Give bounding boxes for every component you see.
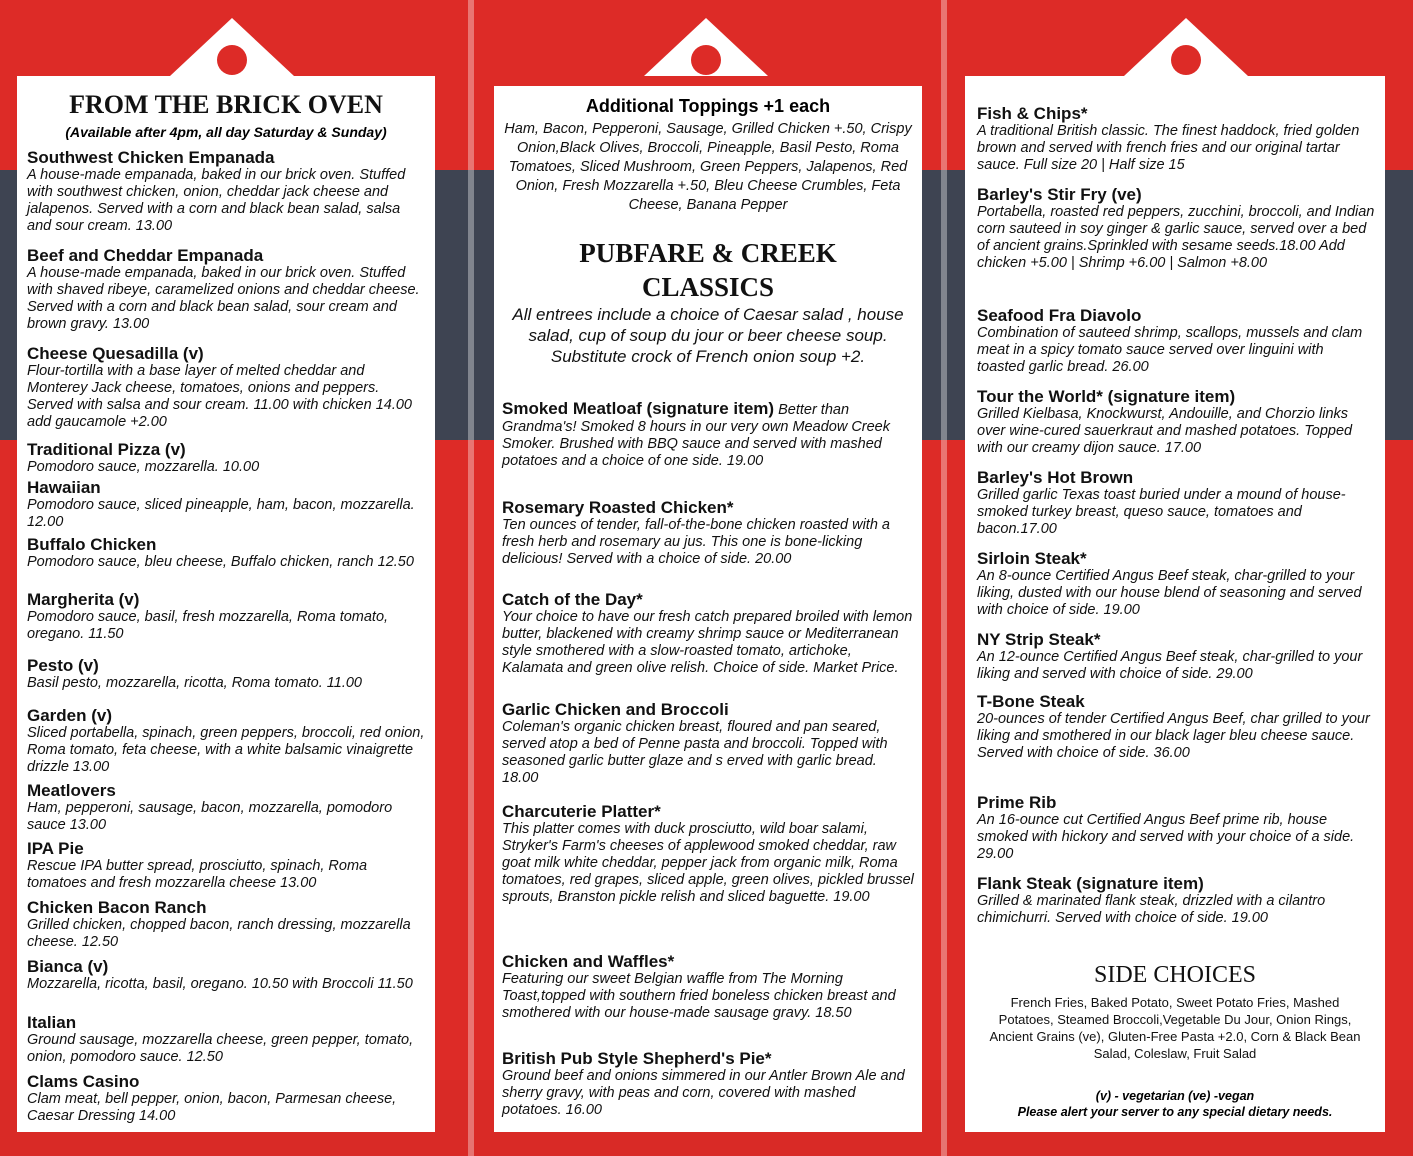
menu-item <box>502 802 916 906</box>
toppings-title: Additional Toppings +1 each <box>585 96 831 116</box>
menu-item-description: Sliced portabella, spinach, green peppers, broccoli, red onion, Roma tomato, feta cheese, with a white balsamic vinaigrette drizzle 13.00 <box>27 725 425 775</box>
menu-item-name: Traditional Pizza (v) <box>27 440 186 459</box>
menu-item <box>977 793 1375 863</box>
menu-item-description: Ham, pepperoni, sausage, bacon, mozzarella, pomodoro sauce 13.00 <box>27 800 393 833</box>
section-title-brick-oven: FROM THE BRICK OVEN <box>69 90 383 119</box>
menu-item <box>502 952 916 1022</box>
menu-item <box>502 498 916 568</box>
menu-item-name: Prime Rib <box>977 793 1057 812</box>
diet-legend: (v) - vegetarian (ve) -vegan <box>1095 1089 1255 1103</box>
menu-item <box>27 781 427 834</box>
menu-item-name: Garlic Chicken and Broccoli <box>502 700 729 719</box>
menu-item-name: Fish & Chips* <box>977 104 1088 123</box>
menu-item <box>977 630 1375 683</box>
menu-item <box>27 148 427 235</box>
menu-item-description: Grilled garlic Texas toast buried under a mound of house-smoked turkey breast, queso sauce, tomatoes and bacon.17.00 <box>977 487 1346 537</box>
menu-item-description: An 16-ounce cut Certified Angus Beef prime rib, house smoked with hickory and served with your choice of a side. 29.00 <box>977 812 1355 862</box>
entree-intro: All entrees include a choice of Caesar salad , house salad, cup of soup du jour or beer cheese soup. Substitute crock of French onion soup +2. <box>512 305 904 366</box>
menu-item <box>502 400 916 470</box>
menu-item-description: Grilled chicken, chopped bacon, ranch dressing, mozzarella cheese. 12.50 <box>27 917 411 950</box>
menu-item-name: Southwest Chicken Empanada <box>27 148 275 167</box>
section-title-pubfare-line1: PUBFARE & CREEK <box>579 238 837 268</box>
section-title-pubfare-line2: CLASSICS <box>641 272 775 302</box>
menu-item-description: Basil pesto, mozzarella, ricotta, Roma tomato. 11.00 <box>27 675 362 691</box>
menu-item-description: Featuring our sweet Belgian waffle from The Morning Toast,topped with southern fried boneless chicken breast and smothered with our house-made sausage gravy. 18.50 <box>502 971 896 1021</box>
menu-item-description: Ten ounces of tender, fall-of-the-bone chicken roasted with a fresh herb and rosemary au jus. This one is bone-licking delicious! Served with a choice of side. 20.00 <box>502 517 890 567</box>
menu-item-name: Smoked Meatloaf (signature item) <box>502 399 775 418</box>
menu-item <box>27 898 427 951</box>
dietary-notice: Please alert your server to any special dietary needs. <box>1017 1105 1333 1119</box>
menu-item-name: Chicken and Waffles* <box>502 952 675 971</box>
menu-item <box>27 1072 427 1125</box>
menu-item <box>977 306 1375 376</box>
hanger-hole-left <box>217 45 247 75</box>
menu-item-description: Ground beef and onions simmered in our Antler Brown Ale and sherry gravy, with peas and corn, covered with mashed potatoes. 16.00 <box>502 1068 905 1118</box>
menu-item-description: Pomodoro sauce, bleu cheese, Buffalo chicken, ranch 12.50 <box>27 554 414 570</box>
menu-item-description: A house-made empanada, baked in our brick oven. Stuffed with southwest chicken, onion, cheddar jack cheese and jalapenos. Served with a corn and black bean salad, salsa and sour cream. 13.00 <box>27 167 406 234</box>
menu-item-description: Portabella, roasted red peppers, zucchini, broccoli, and Indian corn sauteed in soy ginger & garlic sauce, served over a bed of ancient grains.Sprinkled with sesame seeds.18.00 Add chicken +5.00 | Shrimp +6.00 | Salmon +8.00 <box>977 204 1375 271</box>
menu-item-description: Pomodoro sauce, basil, fresh mozzarella, Roma tomato, oregano. 11.50 <box>27 609 389 642</box>
menu-item-name: Flank Steak (signature item) <box>977 874 1204 893</box>
menu-item <box>977 468 1375 538</box>
menu-item-description: 20-ounces of tender Certified Angus Beef, char grilled to your liking and smothered in our black lager bleu cheese sauce. Served with choice of side. 36.00 <box>977 711 1370 761</box>
menu-item-description: An 8-ounce Certified Angus Beef steak, char-grilled to your liking, dusted with our house blend of seasoning and served with choice of side. 19.00 <box>977 568 1362 618</box>
menu-item-name: Hawaiian <box>27 478 101 497</box>
menu-item <box>502 1049 916 1119</box>
menu-item-name: Rosemary Roasted Chicken* <box>502 498 734 517</box>
menu-item-name: Pesto (v) <box>27 656 99 675</box>
menu-item <box>977 104 1375 174</box>
menu-item-name: Cheese Quesadilla (v) <box>27 344 204 363</box>
menu-item <box>977 692 1375 762</box>
menu-item-description: Grilled Kielbasa, Knockwurst, Andouille, and Chorzio links over wine-cured sauerkraut and mashed potatoes. Topped with our creamy dijon sauce. 17.00 <box>977 406 1353 456</box>
menu-item <box>27 839 427 892</box>
menu-item <box>27 535 427 571</box>
menu-item-name: Barley's Hot Brown <box>977 468 1134 487</box>
menu-item <box>27 1013 427 1066</box>
menu-item <box>977 387 1375 457</box>
menu-item <box>502 590 916 677</box>
menu-item-name: Bianca (v) <box>27 957 109 976</box>
menu-item-name: NY Strip Steak* <box>977 630 1101 649</box>
panel-pubfare <box>494 86 922 1132</box>
menu-item-description: Clam meat, bell pepper, onion, bacon, Parmesan cheese, Caesar Dressing 14.00 <box>27 1091 397 1124</box>
menu-item <box>502 700 916 787</box>
menu-item-name: Meatlovers <box>27 781 116 800</box>
menu-item <box>27 656 427 692</box>
menu-item-description: Flour-tortilla with a base layer of melted cheddar and Monterey Jack cheese, tomatoes, onions and peppers. Served with salsa and sour cream. 11.00 with chicken 14.00 add gaucamole +2.00 <box>27 363 412 430</box>
menu-item-description: Mozzarella, ricotta, basil, oregano. 10.50 with Broccoli 11.50 <box>27 976 413 992</box>
menu-item-name: Catch of the Day* <box>502 590 643 609</box>
fold-line-right <box>941 0 947 1156</box>
menu-item <box>27 478 427 531</box>
menu-item-name: Charcuterie Platter* <box>502 802 661 821</box>
menu-item-description: Pomodoro sauce, sliced pineapple, ham, bacon, mozzarella. 12.00 <box>27 497 415 530</box>
menu-item-name: Clams Casino <box>27 1072 140 1091</box>
menu-item-description: A house-made empanada, baked in our brick oven. Stuffed with shaved ribeye, caramelized onions and cheddar cheese. Served with a corn and black bean salad, sour cream and brown gravy. 13.00 <box>27 265 420 332</box>
side-choices-list: French Fries, Baked Potato, Sweet Potato Fries, Mashed Potatoes, Steamed Broccoli,Vegetable Du Jour, Onion Rings, Ancient Grains (ve), Gluten-Free Pasta +2.0, Corn & Black Bean Salad, Coleslaw, Fruit Salad <box>989 995 1361 1061</box>
menu-item <box>27 344 427 431</box>
menu-item-name: Barley's Stir Fry (ve) <box>977 185 1142 204</box>
menu-item-description: Pomodoro sauce, mozzarella. 10.00 <box>27 459 260 475</box>
menu-item-description: Ground sausage, mozzarella cheese, green pepper, tomato, onion, pomodoro sauce. 12.50 <box>27 1032 414 1065</box>
menu-item-name: Buffalo Chicken <box>27 535 157 554</box>
menu-item-description: An 12-ounce Certified Angus Beef steak, char-grilled to your liking and served with choice of side. 29.00 <box>977 649 1363 682</box>
menu-item-name: Chicken Bacon Ranch <box>27 898 207 917</box>
menu-item <box>27 706 427 776</box>
panel-entrees <box>965 76 1385 1132</box>
menu-item-name: Garden (v) <box>27 706 113 725</box>
menu-item-name: British Pub Style Shepherd's Pie* <box>502 1049 772 1068</box>
toppings-list: Ham, Bacon, Pepperoni, Sausage, Grilled Chicken +.50, Crispy Onion,Black Olives, Broccoli, Pineapple, Basil Pesto, Roma Tomatoes, Sliced Mushroom, Green Peppers, Jalapenos, Red Onion, Fresh Mozzarella +.50, Bleu Cheese Crumbles, Feta Cheese, Banana Pepper <box>504 121 912 213</box>
section-subtitle: (Available after 4pm, all day Saturday & Sunday) <box>65 124 387 140</box>
menu-item-name: Sirloin Steak* <box>977 549 1087 568</box>
menu-item-description <box>502 400 916 470</box>
menu-item-name: T-Bone Steak <box>977 692 1085 711</box>
menu-item-description: Rescue IPA butter spread, prosciutto, spinach, Roma tomatoes and fresh mozzarella cheese 13.00 <box>27 858 368 891</box>
menu-item <box>27 957 427 993</box>
menu-item-name: IPA Pie <box>27 839 84 858</box>
menu-item-description: Grilled & marinated flank steak, drizzled with a cilantro chimichurri. Served with choice of side. 19.00 <box>977 893 1326 926</box>
menu-item <box>977 185 1375 272</box>
hanger-hole-right <box>1171 45 1201 75</box>
menu-item-description: A traditional British classic. The finest haddock, fried golden brown and served with french fries and our original tartar sauce. Full size 20 | Half size 15 <box>977 123 1360 173</box>
panel-brick-oven <box>17 76 435 1132</box>
menu-item-description: Combination of sauteed shrimp, scallops, mussels and clam meat in a spicy tomato sauce served over linguini with toasted garlic bread. 26.00 <box>977 325 1363 375</box>
menu-item <box>977 874 1375 927</box>
menu-item-description: Your choice to have our fresh catch prepared broiled with lemon butter, blackened with creamy shrimp sauce or Mediterranean style smothered with a slow-roasted tomato, artichoke, Kalamata and green olive relish. Choice of side. Market Price. <box>502 609 913 676</box>
menu-item-name: Seafood Fra Diavolo <box>977 306 1142 325</box>
menu-item-name: Italian <box>27 1013 77 1032</box>
menu-item <box>977 549 1375 619</box>
fold-line-left <box>468 0 474 1156</box>
menu-item <box>27 246 427 333</box>
menu-item <box>27 590 427 643</box>
menu-item-description: Coleman's organic chicken breast, floured and pan seared, served atop a bed of Penne pasta and broccoli. Topped with seasoned garlic butter glaze and s erved with garlic bread. 18.00 <box>502 719 888 786</box>
menu-item-name: Beef and Cheddar Empanada <box>27 246 264 265</box>
menu-item-description: This platter comes with duck prosciutto, wild boar salami, Stryker's Farm's cheeses of applewood smoked cheddar, raw goat milk white cheddar, pepper jack from organic milk, Roma tomatoes, red grapes, sliced apple, green olives, pickled brussel sprouts, Branston pickle relish and sliced baguette. 19.00 <box>502 821 914 905</box>
menu-item-name: Tour the World* (signature item) <box>977 387 1236 406</box>
side-choices-title: SIDE CHOICES <box>1093 962 1256 988</box>
hanger-hole-middle <box>691 45 721 75</box>
menu-item <box>27 440 427 476</box>
menu-item-description-text: Better than Grandma's! Smoked 8 hours in our very own Meadow Creek Smoker. Brushed with BBQ sauce and served with mashed potatoes and a choice of one side. 19.00 <box>502 402 890 469</box>
menu-item-name: Margherita (v) <box>27 590 140 609</box>
